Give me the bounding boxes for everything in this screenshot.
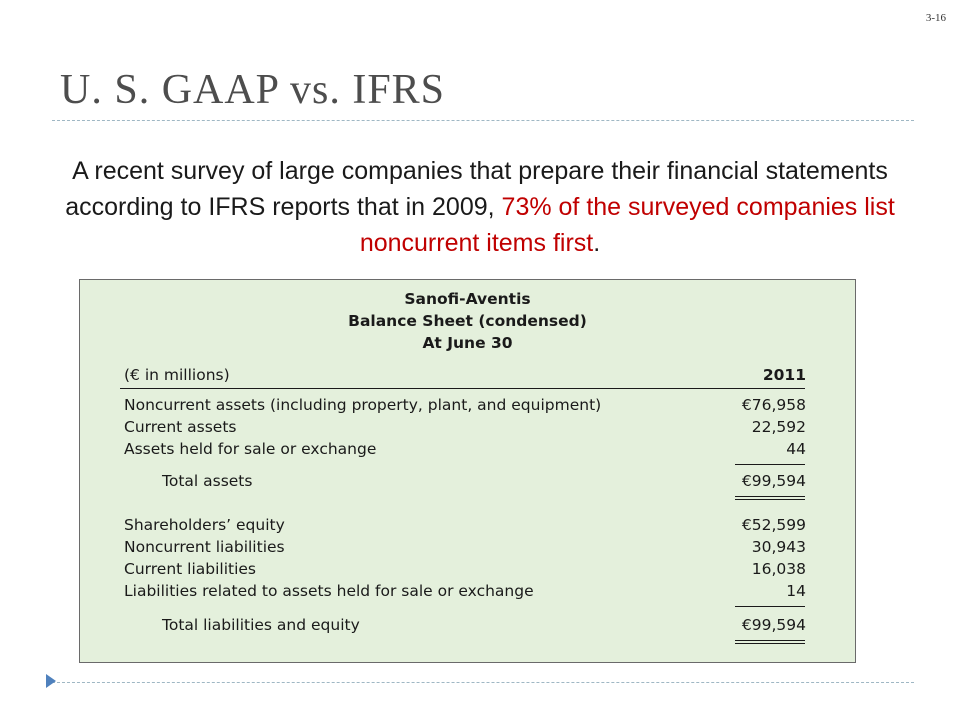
table-row [124, 438, 806, 460]
title-divider [52, 120, 914, 121]
table-row [124, 580, 806, 602]
triangle-bullet-icon [46, 674, 56, 688]
table-row [124, 558, 806, 580]
year-header: 2011 [762, 366, 806, 384]
header-rule [120, 388, 805, 389]
row-amount: 16,038 [751, 560, 806, 578]
table-row [124, 514, 806, 536]
double-rule-top [735, 640, 805, 641]
balance-sheet-heading [80, 288, 855, 354]
total-liabilities-equity-amount: €99,594 [741, 616, 806, 634]
table-row [124, 536, 806, 558]
row-amount: 14 [786, 582, 806, 600]
row-label: Liabilities related to assets held for sale or exchange [124, 582, 534, 600]
intro-text-end: . [593, 229, 601, 257]
row-label: Shareholders’ equity [124, 516, 285, 534]
row-amount: €52,599 [741, 516, 806, 534]
double-rule-bottom [735, 499, 805, 500]
intro-text [40, 153, 920, 261]
total-assets-amount: €99,594 [741, 472, 806, 490]
intro-text-highlight: 73% of the surveyed companies list noncurrent items first [359, 193, 895, 257]
table-row [124, 394, 806, 416]
row-label: Current assets [124, 418, 237, 436]
page-number: 3-16 [925, 12, 946, 24]
row-amount: €76,958 [741, 396, 806, 414]
company-name: Sanofi-Aventis [404, 290, 531, 308]
row-label: Assets held for sale or exchange [124, 440, 377, 458]
row-amount: 30,943 [751, 538, 806, 556]
row-label: Noncurrent liabilities [124, 538, 285, 556]
double-rule-top [735, 496, 805, 497]
double-rule-bottom [735, 643, 805, 644]
statement-name: Balance Sheet (condensed) [348, 312, 587, 330]
unit-label: (€ in millions) [124, 366, 230, 384]
row-amount: 22,592 [751, 418, 806, 436]
subtotal-rule [735, 606, 805, 607]
row-label: Current liabilities [124, 560, 257, 578]
column-header-row [124, 364, 806, 386]
balance-sheet [79, 279, 856, 663]
row-amount: 44 [786, 440, 806, 458]
row-label: Noncurrent assets (including property, plant, and equipment) [124, 396, 602, 414]
footer-divider [52, 682, 914, 683]
subtotal-rule [735, 464, 805, 465]
table-row [124, 416, 806, 438]
slide-title: U. S. GAAP vs. IFRS [60, 67, 446, 113]
total-row [124, 614, 806, 636]
total-assets-label: Total assets [162, 472, 253, 490]
total-liabilities-equity-label: Total liabilities and equity [162, 616, 360, 634]
statement-date: At June 30 [422, 334, 513, 352]
intro-text-main: A recent survey of large companies that prepare their financial statements according to IFRS reports that in 2009, [65, 157, 888, 221]
total-row [124, 470, 806, 492]
